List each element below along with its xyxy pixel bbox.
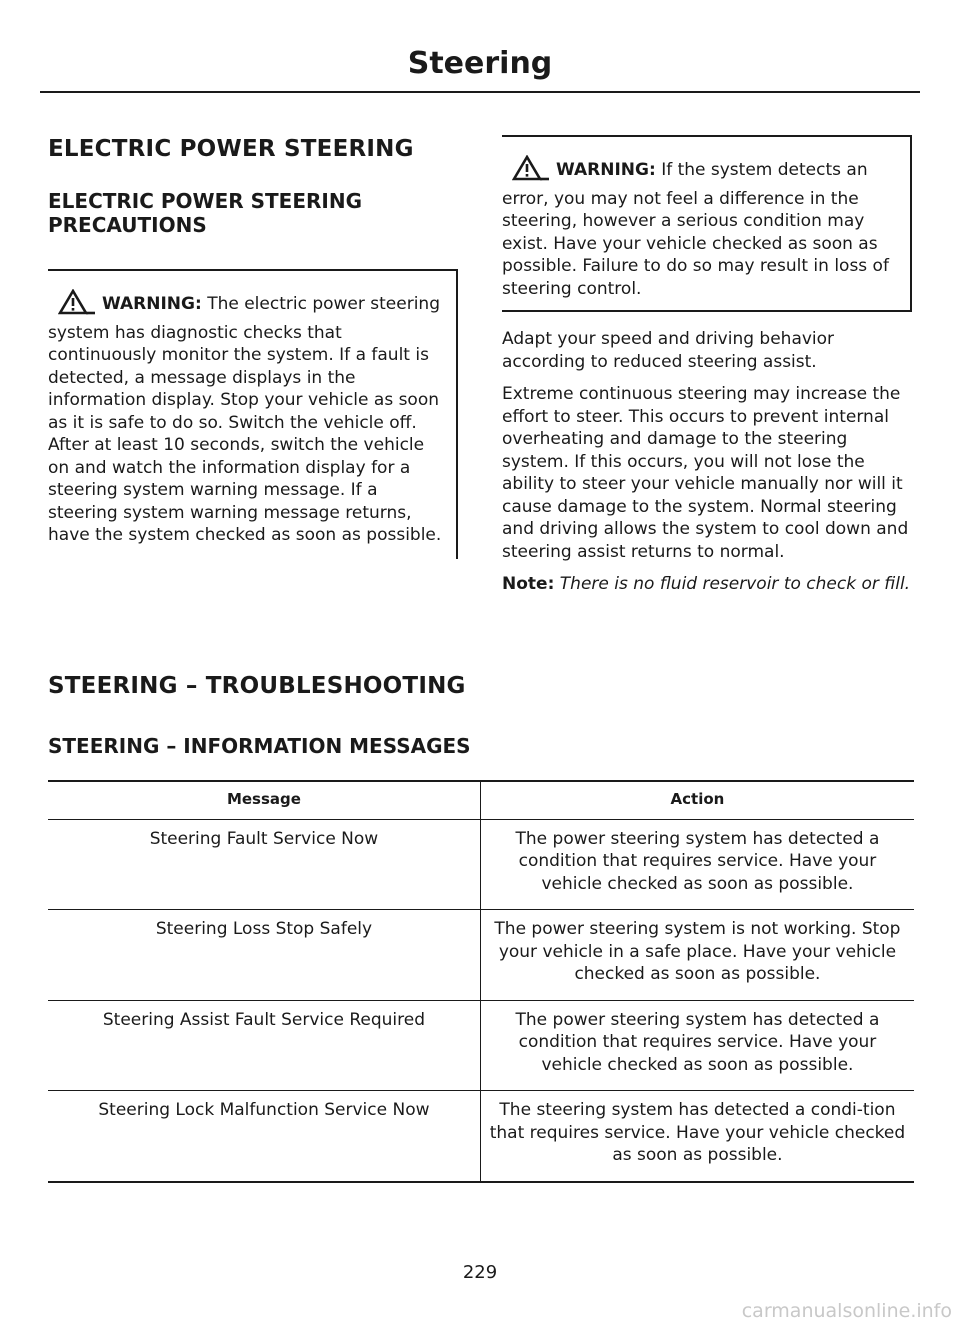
table-row bbox=[48, 819, 914, 910]
warning-box-diagnostic bbox=[48, 269, 458, 559]
table-header-row bbox=[48, 781, 914, 819]
header-divider bbox=[40, 91, 920, 93]
left-column bbox=[48, 133, 458, 559]
table-row bbox=[48, 910, 914, 1001]
section-title-troubleshooting: STEERING – TROUBLESHOOTING bbox=[48, 673, 466, 699]
action-cell: The steering system has detected a condi-tion that requires service. Have your vehicle checked as soon as possible. bbox=[480, 1091, 914, 1182]
table-row bbox=[48, 1000, 914, 1091]
troubleshooting-section bbox=[48, 670, 914, 1183]
warning-label: WARNING: bbox=[556, 160, 656, 180]
action-cell: The power steering system is not working. Stop your vehicle in a safe place. Have your vehicle checked as soon as possible. bbox=[480, 910, 914, 1001]
message-cell: Steering Fault Service Now bbox=[48, 819, 480, 910]
column-header-message: Message bbox=[48, 781, 480, 819]
message-cell: Steering Loss Stop Safely bbox=[48, 910, 480, 1001]
note-paragraph bbox=[502, 573, 912, 596]
action-cell: The power steering system has detected a condition that requires service. Have your vehicle checked as soon as possible. bbox=[480, 1000, 914, 1091]
note-text: There is no fluid reservoir to check or fill. bbox=[559, 574, 911, 594]
warning-triangle-icon bbox=[512, 155, 550, 188]
information-messages-table bbox=[48, 780, 914, 1183]
paragraph-reduced-assist: Adapt your speed and driving behavior according to reduced steering assist. bbox=[502, 329, 835, 372]
message-cell: Steering Lock Malfunction Service Now bbox=[48, 1091, 480, 1182]
right-column bbox=[502, 135, 912, 596]
subsection-title-precautions: ELECTRIC POWER STEERING PRECAUTIONS bbox=[48, 189, 362, 237]
column-header-action: Action bbox=[480, 781, 914, 819]
warning-label: WARNING: bbox=[102, 294, 202, 314]
subsection-title-information-messages: STEERING – INFORMATION MESSAGES bbox=[48, 734, 471, 758]
warning-box-error-detection bbox=[502, 135, 912, 312]
table-row bbox=[48, 1091, 914, 1182]
warning-text: If the system detects an error, you may not feel a difference in the steering, however a serious condition may exist. Have your vehicle checked as soon as possible. Failure to do so may result in loss of steering control. bbox=[502, 160, 889, 299]
action-cell: The power steering system has detected a condition that requires service. Have your vehicle checked as soon as possible. bbox=[480, 819, 914, 910]
warning-text: The electric power steering system has diagnostic checks that continuously monitor the system. If a fault is detected, a message displays in the information display. Stop your vehicle as soon as it is safe to do so. Switch the vehicle off. After at least 10 seconds, switch the vehicle on and watch the information display for a steering system warning message. If a steering system warning message returns, have the system checked as soon as possible. bbox=[48, 294, 442, 545]
warning-triangle-icon bbox=[58, 289, 96, 322]
message-cell: Steering Assist Fault Service Required bbox=[48, 1000, 480, 1091]
note-label: Note: bbox=[502, 574, 555, 594]
watermark-link[interactable]: carmanualsonline.info bbox=[741, 1300, 952, 1322]
section-title-electric-power-steering: ELECTRIC POWER STEERING bbox=[48, 136, 414, 162]
page-header-title: Steering bbox=[407, 46, 553, 81]
page-number: 229 bbox=[462, 1262, 498, 1283]
paragraph-extreme-steering: Extreme continuous steering may increase the effort to steer. This occurs to prevent internal overheating and damage to the steering system. If this occurs, you will not lose the ability to steer your vehicle manually nor will it cause damage to the system. Normal steering and driving allows the system to cool down and steering assist returns to normal. bbox=[502, 384, 909, 562]
